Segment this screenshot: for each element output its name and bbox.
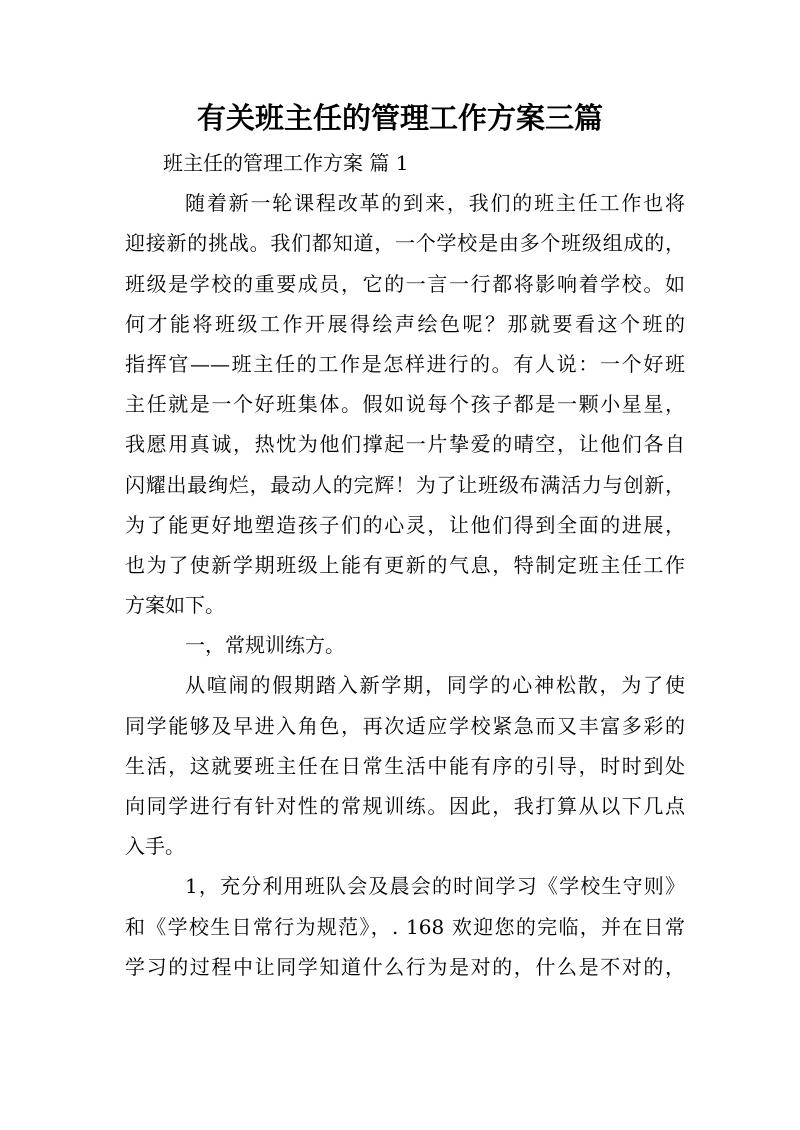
paragraph-line: 迎接新的挑战。我们都知道，一个学校是由多个班级组成的，	[125, 231, 685, 256]
paragraph-line: 从喧闹的假期踏入新学期，同学的心神松散，为了使	[185, 673, 685, 698]
paragraph-line: 班级是学校的重要成员，它的一言一行都将影响着学校。如	[125, 271, 685, 296]
paragraph-line: 入手。	[125, 834, 185, 859]
paragraph-line: 随着新一轮课程改革的到来，我们的班主任工作也将	[185, 191, 685, 216]
paragraph-line: 方案如下。	[125, 593, 225, 618]
paragraph-line: 生活，这就要班主任在日常生活中能有序的引导，时时到处	[125, 753, 685, 778]
section-heading: 一，常规训练方。	[185, 633, 345, 658]
paragraph-line: 主任就是一个好班集体。假如说每个孩子都是一颗小星星，	[125, 392, 685, 417]
paragraph-line: 何才能将班级工作开展得绘声绘色呢？那就要看这个班的	[125, 311, 685, 336]
paragraph-line: 闪耀出最绚烂，最动人的完辉！为了让班级布满活力与创新，	[125, 472, 685, 497]
document-body	[125, 143, 685, 987]
paragraph-line: 同学能够及早进入角色，再次适应学校紧急而又丰富多彩的	[125, 713, 685, 738]
paragraph-line: 也为了使新学期班级上能有更新的气息，特制定班主任工作	[125, 552, 685, 577]
paragraph-line: 向同学进行有针对性的常规训练。因此，我打算从以下几点	[125, 794, 685, 818]
paragraph-line: 为了能更好地塑造孩子们的心灵，让他们得到全面的进展，	[125, 512, 685, 537]
paragraph-line: 1，充分利用班队会及晨会的时间学习《学校生守则》	[185, 874, 685, 899]
document-title: 有关班主任的管理工作方案三篇	[196, 101, 603, 135]
paragraph-line: 学习的过程中让同学知道什么行为是对的，什么是不对的，	[125, 954, 685, 979]
paragraph-line: 指挥官——班主任的工作是怎样进行的。有人说：一个好班	[125, 351, 685, 376]
paragraph-line: 我愿用真诚，热忱为他们撑起一片挚爱的晴空，让他们各自	[125, 432, 685, 457]
section-heading: 班主任的管理工作方案 篇 1	[163, 151, 409, 175]
paragraph-line: 和《学校生日常行为规范》，. 168 欢迎您的完临，并在日常	[125, 914, 685, 939]
